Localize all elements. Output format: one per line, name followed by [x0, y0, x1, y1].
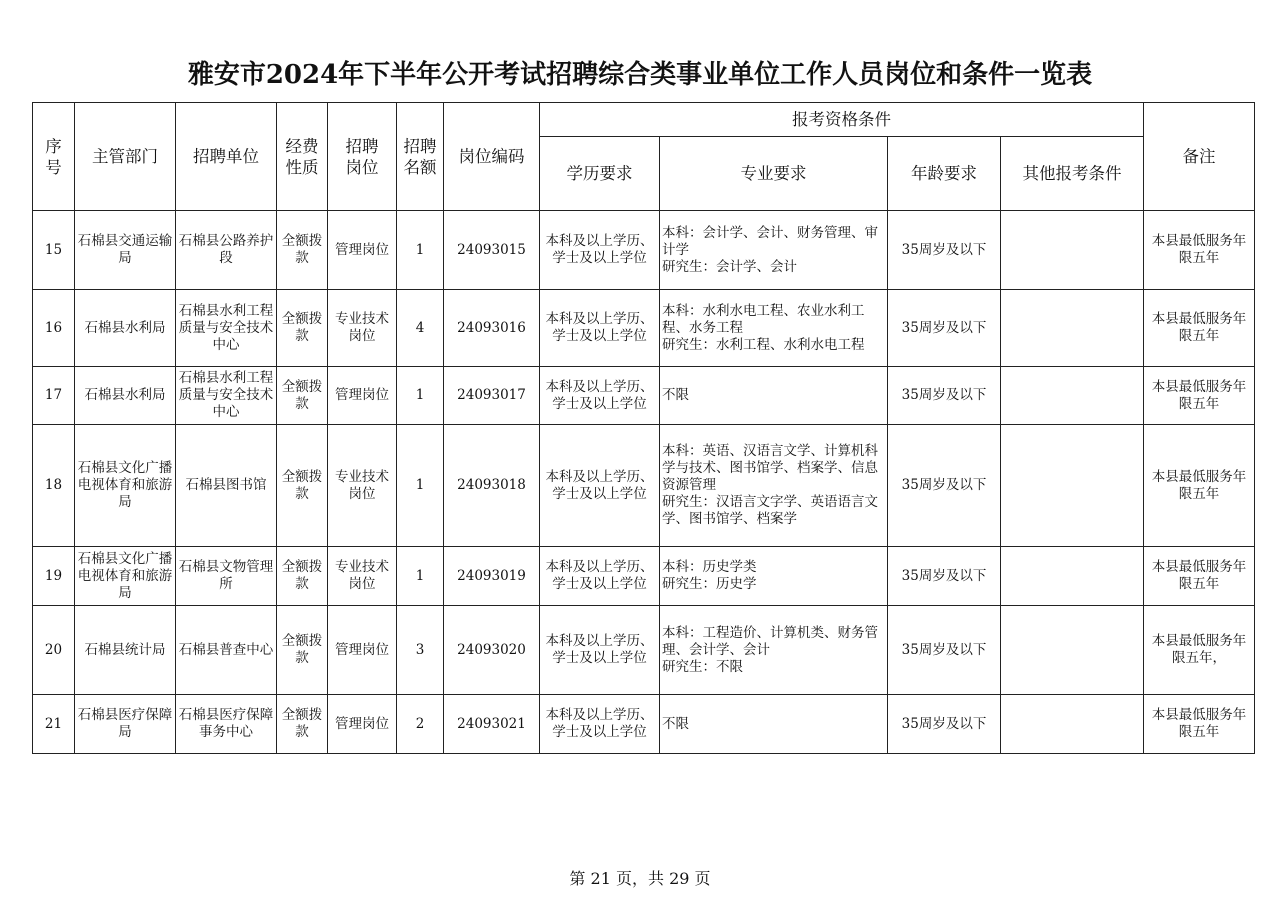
cell-dept-line: 石棉县文化广播电视体育和旅游局: [77, 550, 173, 601]
cell-code: [444, 290, 540, 367]
cell-quota-line: 3: [415, 641, 425, 658]
cell-dept-line: 石棉县统计局: [84, 641, 166, 658]
cell-code-line: 24093016: [457, 319, 526, 336]
cell-code: [444, 425, 540, 547]
cell-code-line: 24093019: [457, 567, 526, 584]
cell-quota-line: 1: [415, 387, 425, 403]
cell-major: [660, 695, 888, 754]
cell-remark-line: 本县最低服务年限五年: [1151, 707, 1247, 740]
cell-seq: [33, 425, 75, 547]
cell-major-line: 研究生：不限: [662, 658, 743, 675]
cell-quota-line: 4: [415, 319, 425, 336]
cell-dept: [75, 606, 176, 695]
cell-unit: [176, 290, 277, 367]
cell-position: [328, 425, 397, 547]
cell-major: [660, 425, 888, 547]
page-footer: [0, 866, 1280, 889]
header-unit: 招聘单位: [176, 103, 277, 211]
cell-remark: [1144, 367, 1255, 425]
cell-remark-line: 本县最低服务年限五年，: [1151, 633, 1247, 666]
header-conditions: 报考资格条件: [540, 103, 1144, 137]
cell-remark-line: 本县最低服务年限五年: [1151, 468, 1247, 502]
cell-remark-line: 本县最低服务年限五年: [1151, 559, 1247, 592]
cell-position: [328, 547, 397, 606]
table-row: [33, 367, 1255, 425]
header-dept: 主管部门: [75, 103, 176, 211]
cell-seq: [33, 695, 75, 754]
cell-unit: [176, 211, 277, 290]
cell-unit-line: 石棉县图书馆: [185, 477, 267, 493]
cell-quota: [397, 695, 444, 754]
cell-age: [888, 290, 1001, 367]
cell-quota: [397, 547, 444, 606]
cell-age: [888, 367, 1001, 425]
cell-major-line: 本科：水利水电工程、农业水利工程、水务工程: [662, 302, 865, 336]
table-row: [33, 211, 1255, 290]
cell-dept: [75, 290, 176, 367]
header-education: 学历要求: [540, 137, 660, 211]
cell-age-line: 35周岁及以下: [901, 715, 987, 732]
cell-funding-line: 全额拨款: [281, 233, 323, 266]
cell-education: [540, 547, 660, 606]
cell-seq-line: 17: [44, 387, 63, 403]
cell-education: [540, 290, 660, 367]
cell-education-line: 本科及以上学历、学士及以上学位: [545, 468, 654, 502]
cell-education-line: 本科及以上学历、学士及以上学位: [545, 559, 654, 592]
cell-unit: [176, 606, 277, 695]
cell-age: [888, 425, 1001, 547]
cell-unit: [176, 425, 277, 547]
cell-major-line: 本科：英语、汉语言文学、计算机科学与技术、图书馆学、档案学、信息资源管理: [662, 443, 878, 493]
cell-major-line: 本科：工程造价、计算机类、财务管理、会计学、会计: [662, 624, 878, 658]
cell-funding: [277, 425, 328, 547]
header-other: 其他报考条件: [1001, 137, 1144, 211]
cell-funding: [277, 606, 328, 695]
cell-code-line: 24093015: [457, 241, 526, 258]
cell-major: [660, 606, 888, 695]
cell-age: [888, 547, 1001, 606]
cell-age-line: 35周岁及以下: [901, 319, 987, 336]
cell-seq: [33, 290, 75, 367]
cell-unit: [176, 367, 277, 425]
header-age: 年龄要求: [888, 137, 1001, 211]
header-code: 岗位编码: [444, 103, 540, 211]
cell-seq-line: 19: [44, 567, 63, 584]
cell-position: [328, 290, 397, 367]
cell-unit-line: 石棉县文物管理所: [178, 559, 274, 592]
header-major: 专业要求: [660, 137, 888, 211]
cell-funding: [277, 367, 328, 425]
cell-position-line: 专业技术岗位: [335, 311, 389, 344]
cell-major: [660, 367, 888, 425]
cell-funding-line: 全额拨款: [281, 311, 323, 344]
cell-funding: [277, 547, 328, 606]
cell-seq: [33, 211, 75, 290]
cell-remark: [1144, 211, 1255, 290]
cell-major-line: 研究生：水利工程、水利水电工程: [662, 336, 865, 353]
cell-major-line: 本科：历史学类: [662, 559, 757, 575]
cell-position: [328, 367, 397, 425]
table-row: [33, 425, 1255, 547]
cell-position-line: 管理岗位: [335, 241, 389, 258]
header-remark: 备注: [1144, 103, 1255, 211]
cell-quota: [397, 425, 444, 547]
cell-seq: [33, 606, 75, 695]
cell-dept-line: 石棉县医疗保障局: [77, 707, 173, 740]
cell-seq-line: 20: [44, 641, 63, 658]
cell-seq: [33, 547, 75, 606]
cell-unit-line: 石棉县医疗保障事务中心: [178, 707, 274, 740]
cell-position-line: 管理岗位: [335, 641, 389, 658]
cell-dept-line: 石棉县文化广播电视体育和旅游局: [77, 460, 173, 510]
cell-funding-line: 全额拨款: [281, 633, 323, 666]
cell-code: [444, 211, 540, 290]
cell-remark-line: 本县最低服务年限五年: [1151, 311, 1247, 344]
cell-funding: [277, 211, 328, 290]
cell-seq-line: 18: [44, 477, 63, 493]
cell-education: [540, 367, 660, 425]
cell-funding: [277, 695, 328, 754]
cell-seq: [33, 367, 75, 425]
table-row: [33, 695, 1255, 754]
cell-position: [328, 695, 397, 754]
cell-age: [888, 606, 1001, 695]
cell-education: [540, 425, 660, 547]
cell-seq-line: 16: [44, 319, 63, 336]
cell-age: [888, 211, 1001, 290]
positions-table: [32, 102, 1255, 754]
cell-quota: [397, 290, 444, 367]
footer-prefix: 第: [569, 869, 586, 888]
cell-code-line: 24093018: [457, 477, 526, 493]
cell-code-line: 24093017: [457, 387, 526, 403]
cell-position-line: 专业技术岗位: [335, 468, 389, 502]
cell-age-line: 35周岁及以下: [901, 387, 987, 403]
header-funding: 经费性质: [277, 103, 328, 211]
cell-funding: [277, 290, 328, 367]
cell-code: [444, 606, 540, 695]
table-row: [33, 290, 1255, 367]
cell-quota-line: 1: [415, 477, 425, 493]
cell-education: [540, 606, 660, 695]
cell-education-line: 本科及以上学历、学士及以上学位: [545, 233, 654, 266]
cell-unit-line: 石棉县普查中心: [178, 641, 274, 658]
cell-major-line: 本科：会计学、会计、财务管理、审计学: [662, 224, 878, 258]
cell-other: [1001, 547, 1144, 606]
cell-education-line: 本科及以上学历、学士及以上学位: [545, 707, 654, 740]
cell-quota-line: 2: [415, 715, 425, 732]
cell-remark: [1144, 695, 1255, 754]
cell-funding-line: 全额拨款: [281, 378, 323, 412]
cell-quota: [397, 367, 444, 425]
cell-age-line: 35周岁及以下: [901, 477, 987, 493]
cell-position: [328, 606, 397, 695]
header-position: 招聘岗位: [328, 103, 397, 211]
cell-position: [328, 211, 397, 290]
cell-education: [540, 211, 660, 290]
page-title: 雅安市2024年下半年公开考试招聘综合类事业单位工作人员岗位和条件一览表: [187, 60, 1093, 90]
footer-middle: 页，共: [615, 869, 664, 888]
cell-code: [444, 547, 540, 606]
cell-position-line: 管理岗位: [335, 387, 389, 403]
cell-remark-line: 本县最低服务年限五年: [1151, 233, 1247, 266]
cell-other: [1001, 695, 1144, 754]
cell-dept: [75, 547, 176, 606]
cell-code-line: 24093020: [457, 641, 526, 658]
cell-seq-line: 21: [44, 715, 63, 732]
cell-major: [660, 290, 888, 367]
cell-major-line: 研究生：历史学: [662, 576, 757, 592]
cell-major-line: 研究生：汉语言文字学、英语语言文学、图书馆学、档案学: [662, 494, 878, 527]
cell-code-line: 24093021: [457, 715, 526, 732]
footer-total-pages: 29: [669, 869, 690, 888]
cell-seq-line: 15: [44, 241, 63, 258]
cell-age-line: 35周岁及以下: [901, 567, 987, 584]
cell-position-line: 管理岗位: [335, 715, 389, 732]
cell-code: [444, 367, 540, 425]
cell-dept-line: 石棉县水利局: [84, 319, 166, 336]
cell-unit-line: 石棉县公路养护段: [178, 233, 274, 266]
cell-quota-line: 1: [415, 241, 425, 258]
cell-age: [888, 695, 1001, 754]
cell-major-line: 不限: [662, 387, 689, 403]
cell-code: [444, 695, 540, 754]
cell-other: [1001, 367, 1144, 425]
cell-unit: [176, 547, 277, 606]
cell-funding-line: 全额拨款: [281, 707, 323, 740]
cell-major: [660, 211, 888, 290]
footer-suffix: 页: [694, 869, 711, 888]
cell-education-line: 本科及以上学历、学士及以上学位: [545, 311, 654, 344]
table-body: [33, 211, 1255, 754]
cell-major-line: 研究生：会计学、会计: [662, 258, 797, 275]
cell-quota: [397, 211, 444, 290]
cell-remark: [1144, 425, 1255, 547]
cell-age-line: 35周岁及以下: [901, 241, 987, 258]
cell-dept: [75, 695, 176, 754]
table-row: [33, 606, 1255, 695]
cell-funding-line: 全额拨款: [281, 468, 323, 502]
cell-position-line: 专业技术岗位: [335, 559, 389, 592]
cell-dept: [75, 367, 176, 425]
cell-unit-line: 石棉县水利工程质量与安全技术中心: [178, 370, 274, 420]
cell-dept-line: 石棉县水利局: [84, 387, 166, 403]
cell-major-line: 不限: [662, 715, 689, 732]
table-row: [33, 547, 1255, 606]
cell-major: [660, 547, 888, 606]
cell-education-line: 本科及以上学历、学士及以上学位: [545, 378, 654, 412]
cell-quota-line: 1: [415, 567, 425, 584]
cell-age-line: 35周岁及以下: [901, 641, 987, 658]
header-seq: 序号: [33, 103, 75, 211]
cell-other: [1001, 606, 1144, 695]
cell-remark: [1144, 547, 1255, 606]
cell-quota: [397, 606, 444, 695]
header-quota: 招聘名额: [397, 103, 444, 211]
cell-remark: [1144, 606, 1255, 695]
cell-unit: [176, 695, 277, 754]
cell-funding-line: 全额拨款: [281, 559, 323, 592]
cell-other: [1001, 290, 1144, 367]
cell-dept: [75, 211, 176, 290]
cell-remark: [1144, 290, 1255, 367]
footer-page-number: 21: [590, 869, 611, 888]
cell-other: [1001, 211, 1144, 290]
cell-education-line: 本科及以上学历、学士及以上学位: [545, 633, 654, 666]
cell-dept: [75, 425, 176, 547]
cell-remark-line: 本县最低服务年限五年: [1151, 378, 1247, 412]
cell-unit-line: 石棉县水利工程质量与安全技术中心: [178, 302, 274, 353]
cell-other: [1001, 425, 1144, 547]
cell-education: [540, 695, 660, 754]
cell-dept-line: 石棉县交通运输局: [77, 233, 173, 266]
